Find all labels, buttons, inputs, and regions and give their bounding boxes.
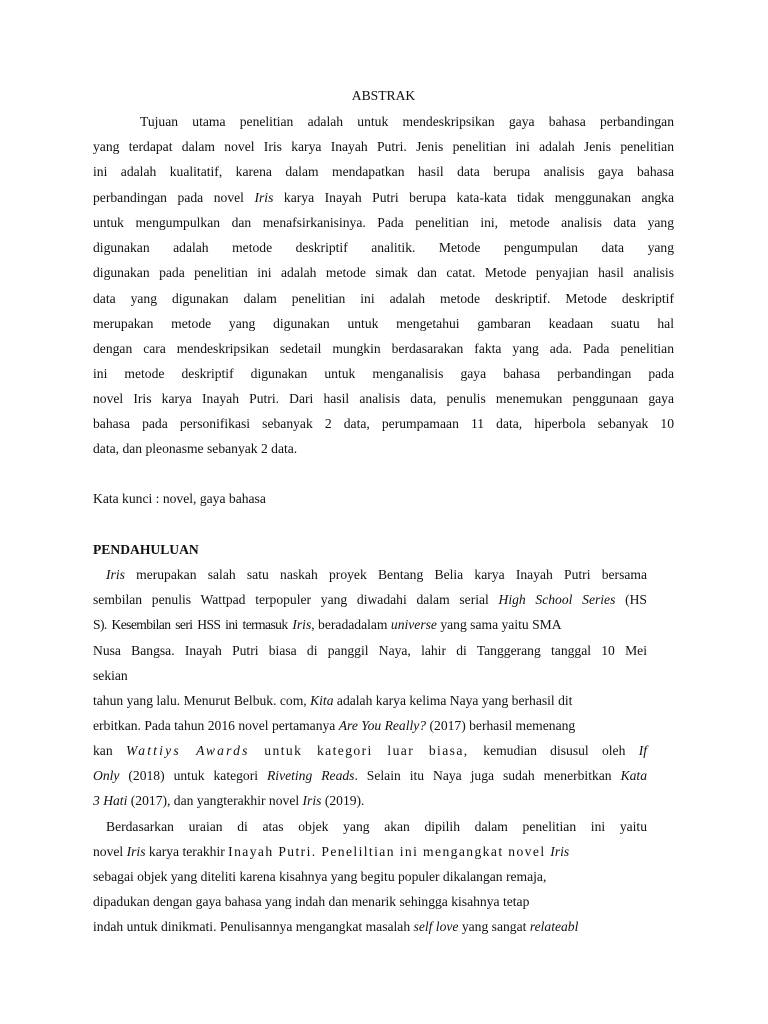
abstract-line-10: dengan cara mendeskripsikan sedetail mungkin berdasarakan fakta yang ada. Pada penelitian — [93, 341, 674, 356]
intro-line-4: Nusa Bangsa. Inayah Putri biasa di panggil Naya, lahir di Tanggerang tanggal 10 Mei — [93, 643, 647, 658]
intro-line-5: sekian — [93, 668, 128, 683]
intro-line-14: dipadukan dengan gaya bahasa yang indah dan menarik sehingga kisahnya tetap — [93, 894, 530, 909]
intro-line-6: tahun yang lalu. Menurut Belbuk. com, Kita adalah karya kelima Naya yang berhasil dit — [93, 693, 573, 708]
abstract-line-4: perbandingan pada novel Iris karya Inayah Putri berupa kata-kata tidak menggunakan angka — [93, 190, 675, 205]
intro-line-15: indah untuk dinikmati. Penulisannya mengangkat masalah self love yang sangat relateabl — [93, 919, 579, 934]
abstract-line-1: Tujuan utama penelitian adalah untuk mendeskripsikan gaya bahasa perbandingan — [140, 114, 674, 129]
abstract-line-12: novel Iris karya Inayah Putri. Dari hasil analisis data, penulis menemukan penggunaan gaya — [93, 391, 674, 406]
abstract-line-14: data, dan pleonasme sebanyak 2 data. — [93, 441, 298, 456]
abstract-line-9: merupakan metode yang digunakan untuk mengetahui gambaran keadaan suatu hal — [93, 316, 674, 331]
intro-heading: PENDAHULUAN — [93, 542, 199, 557]
abstract-line-3: ini adalah kualitatif, karena dalam mendapatkan hasil data berupa analisis gaya bahasa — [93, 164, 674, 179]
keywords: Kata kunci : novel, gaya bahasa — [93, 491, 266, 506]
intro-line-7: erbitkan. Pada tahun 2016 novel pertamanya Are You Really? (2017) berhasil memenang — [93, 718, 576, 733]
intro-line-8: kan Wattiys Awards untuk kategori luar biasa, kemudian disusul oleh If — [93, 743, 647, 758]
abstract-title: ABSTRAK — [351, 88, 416, 103]
abstract-line-5: untuk mengumpulkan dan menafsirkanisinya. Pada penelitian ini, metode analisis data yang — [93, 215, 674, 230]
abstract-line-13: bahasa pada personifikasi sebanyak 2 data, perumpamaan 11 data, hiperbola sebanyak 10 — [93, 416, 674, 431]
abstract-line-8: data yang digunakan dalam penelitian ini adalah metode deskriptif. Metode deskriptif — [93, 291, 674, 306]
intro-line-13: sebagai objek yang diteliti karena kisahnya yang begitu populer dikalangan remaja, — [93, 869, 547, 884]
intro-line-3: S). Kesembilan seri HSS ini termasuk Iris, beradadalam universe yang sama yaitu SMA — [93, 617, 562, 632]
abstract-line-11: ini metode deskriptif digunakan untuk menganalisis gaya bahasa perbandingan pada — [93, 366, 674, 381]
intro-line-11: Berdasarkan uraian di atas objek yang akan dipilih dalam penelitian ini yaitu — [106, 819, 647, 834]
intro-line-12: novel Iris karya terakhir Inayah Putri. Peneliltian ini mengangkat novel Iris — [93, 844, 570, 859]
abstract-line-7: digunakan pada penelitian ini adalah metode simak dan catat. Metode penyajian hasil analisis — [93, 265, 674, 280]
abstract-line-2: yang terdapat dalam novel Iris karya Inayah Putri. Jenis penelitian ini adalah Jenis penelitian — [93, 139, 674, 154]
intro-line-2: sembilan penulis Wattpad terpopuler yang diwadahi dalam serial High School Series (HS — [93, 592, 647, 607]
abstract-line-6: digunakan adalah metode deskriptif analitik. Metode pengumpulan data yang — [93, 240, 674, 255]
intro-line-10: 3 Hati (2017), dan yangterakhir novel Iris (2019). — [93, 793, 365, 808]
intro-line-1: Iris merupakan salah satu naskah proyek Bentang Belia karya Inayah Putri bersama — [106, 567, 647, 582]
intro-line-9: Only (2018) untuk kategori Riveting Reads. Selain itu Naya juga sudah menerbitkan Kata — [93, 768, 647, 783]
